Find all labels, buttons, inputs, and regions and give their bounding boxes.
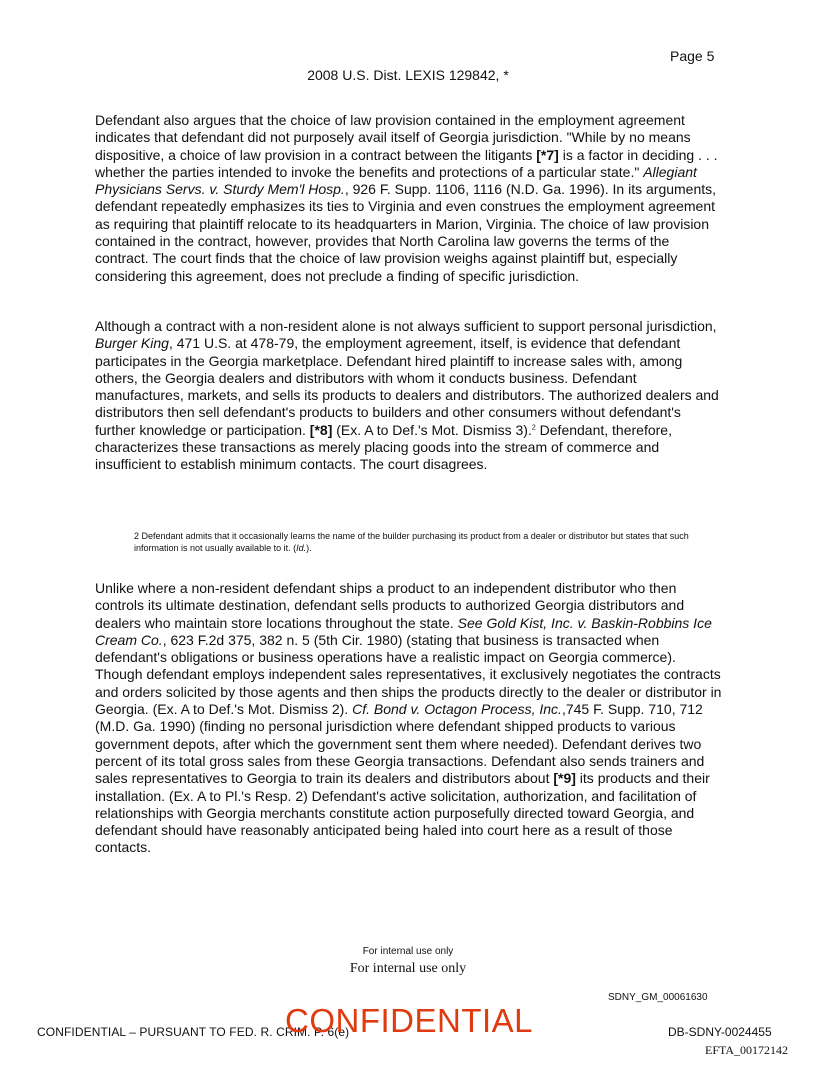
paragraph-stream-of-commerce: [95, 580, 725, 857]
internal-use-note-small: For internal use only: [362, 946, 454, 957]
citation-id: Id.: [296, 542, 307, 553]
text: , 926 F. Supp. 1106, 1116 (N.D. Ga. 1996). In its arguments, defendant repeatedly emphasizes its ties to Virginia and even construes the employment agreement as requiring that plaintiff relocate to its headquarters in Marion, Virginia. The choice of law provision contained in the contract, however, provides that North Carolina law governs the terms of the contract. The court finds that the choice of law provision weighs against plaintiff but, especially considering this agreement, does not preclude a finding of specific jurisdiction.: [95, 181, 717, 284]
text: ).: [306, 542, 312, 553]
text: 2 Defendant admits that it occasionally learns the name of the builder purchasing its product from a dealer or distributor but states that such information is not usually available to it. (: [134, 531, 689, 553]
bates-number-db: DB-SDNY-0024455: [668, 1025, 772, 1039]
bates-number-sdny: SDNY_GM_00061630: [608, 992, 708, 1003]
text: Defendant, therefore, characterizes these transactions as merely placing goods into the stream of commerce and insufficient to establish minimum contacts. The court disagrees.: [95, 421, 672, 473]
text: is a factor in deciding . . . whether the parties intended to invoke the benefits and protections of a particular state.": [95, 146, 718, 180]
star-page-marker: [*8]: [309, 421, 333, 438]
case-name: Cf. Bond v. Octagon Process, Inc.: [352, 701, 562, 718]
case-citation: 2008 U.S. Dist. LEXIS 129842, *: [307, 67, 509, 83]
efta-number: EFTA_00172142: [705, 1043, 789, 1057]
star-page-marker: [*7]: [536, 146, 559, 163]
text: (Ex. A to Def.'s Mot. Dismiss 3).: [332, 421, 532, 438]
text: ,745 F. Supp. 710, 712 (M.D. Ga. 1990) (finding no personal jurisdiction where defendant shipped products to various government depots, after which the government sent them where needed). Defendant derives two percent of its total gross sales from these Georgia transactions. Defendant also sends trainers and sales representatives to Georgia to train its dealers and distributors about: [95, 701, 705, 787]
text: Defendant also argues that the choice of law provision contained in the employment agreement indicates that defendant did not purposely avail itself of Georgia jurisdiction. "While by no means dispositive, a choice of law provision in a contract between the litigants: [95, 112, 691, 163]
star-page-marker: [*9]: [553, 770, 576, 787]
paragraph-contract-contacts: [95, 318, 725, 474]
case-name: See Gold Kist, Inc. v. Baskin-Robbins Ice Cream Co.: [95, 614, 712, 648]
confidentiality-legend: CONFIDENTIAL – PURSUANT TO FED. R. CRIM. P. 6(e): [37, 1025, 350, 1039]
paragraph-choice-of-law: [95, 112, 725, 285]
text: Unlike where a non-resident defendant ships a product to an independent distributor who then controls its ultimate destination, defendant sells products to authorized Georgia distributors and dealers who maintain store locations throughout the state.: [95, 580, 685, 631]
text: Although a contract with a non-resident alone is not always sufficient to support personal jurisdiction,: [95, 318, 717, 334]
text: , 471 U.S. at 478-79, the employment agreement, itself, is evidence that defendant participates in the Georgia marketplace. Defendant hired plaintiff to increase sales with, among others, the Georgia dealers and distributors with whom it conducts business. Defendant manufactures, markets, and sells its products to dealers and distributors. The authorized dealers and distributors then sell defendant's products to builders and other consumers without defendant's further knowledge or participation.: [95, 335, 719, 438]
footnote-2: [134, 531, 724, 554]
internal-use-note-serif: For internal use only: [349, 961, 467, 976]
text: its products and their installation. (Ex. A to Pl.'s Resp. 2) Defendant's active solicitation, authorization, and facilitation of relationships with Georgia merchants constitute action purposefully directed toward Georgia, and defendant should have reasonably anticipated being haled into court here as a result of those contacts.: [95, 770, 710, 856]
page-number: Page 5: [670, 48, 715, 64]
case-name: Burger King: [95, 335, 169, 352]
confidential-stamp: CONFIDENTIAL: [285, 1002, 534, 1039]
footnote-reference: 2: [531, 424, 536, 432]
case-name: Allegiant Physicians Servs. v. Sturdy Mem'l Hosp.: [95, 163, 697, 198]
text: , 623 F.2d 375, 382 n. 5 (5th Cir. 1980) (stating that business is transacted when defendant's obligations or business operations have a realistic impact on Georgia commerce). Though defendant employs independent sales representatives, it exclusively negotiates the contracts and orders solicited by those agents and then ships the products directly to the dealer or distributor in Georgia. (Ex. A to Def.'s Mot. Dismiss 2).: [95, 631, 722, 718]
